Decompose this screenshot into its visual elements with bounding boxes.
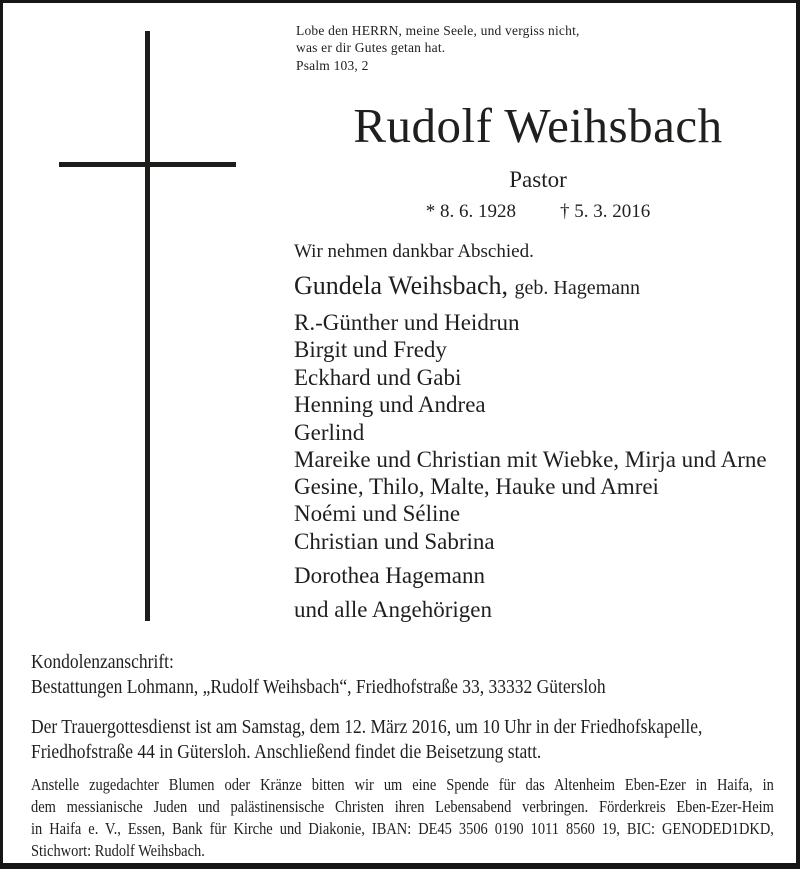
life-dates	[283, 201, 793, 223]
service-line: Der Trauergottesdienst ist am Samstag, dem 12. März 2016, um 10 Uhr in der Friedhofskapelle,	[31, 716, 703, 738]
quote-line: was er dir Gutes getan hat.	[296, 40, 446, 56]
donation-line: dem messianische Juden und palästinensische Christen ihren Lebensabend verbringen. Förderkreis Eben-Ezer-Heim	[31, 796, 774, 816]
spouse-line	[294, 271, 640, 301]
mourners-closing: und alle Angehörigen	[294, 597, 493, 622]
death-date: † 5. 3. 2016	[560, 201, 651, 222]
donation-line: Stichwort: Rudolf Weihsbach.	[31, 840, 205, 860]
cross-vertical-bar	[145, 31, 150, 621]
funeral-service-info	[31, 715, 774, 765]
mourner-line: Eckhard und Gabi	[294, 364, 462, 390]
quote-line: Lobe den HERRN, meine Seele, und vergiss nicht,	[296, 23, 580, 38]
condolence-address: Bestattungen Lohmann, „Rudolf Weihsbach“, Friedhofstraße 33, 33332 Gütersloh	[31, 675, 606, 698]
donation-line: Anstelle zugedachter Blumen oder Kränze bitten wir um eine Spende für das Altenheim Eben-Ezer in Haifa, in	[31, 775, 774, 794]
cross-horizontal-bar	[59, 162, 236, 167]
mourner-line: Noémi und Séline	[294, 501, 461, 527]
mourner-line: Henning und Andrea	[294, 392, 486, 418]
mourner-line: R.-Günther und Heidrun	[294, 310, 520, 335]
condolence-address-block	[31, 650, 774, 700]
farewell-line: Wir nehmen dankbar Abschied.	[294, 241, 534, 262]
mourner-relative: Dorothea Hagemann	[294, 563, 485, 588]
deceased-title: Pastor	[509, 167, 567, 192]
mourner-line: Mareike und Christian mit Wiebke, Mirja und Arne	[294, 447, 767, 472]
service-line: Friedhofstraße 44 in Gütersloh. Anschließend findet die Beisetzung statt.	[31, 740, 542, 763]
mourner-line: Birgit und Fredy	[294, 337, 447, 363]
scripture-quote	[296, 22, 580, 74]
quote-source: Psalm 103, 2	[296, 57, 369, 73]
birth-date: * 8. 6. 1928	[425, 201, 516, 222]
deceased-name: Rudolf Weihsbach	[353, 98, 723, 153]
mourner-line: Christian und Sabrina	[294, 528, 495, 554]
donation-line: in Haifa e. V., Essen, Bank für Kirche und Diakonie, IBAN: DE45 3506 0190 1011 8560 19, BIC: GENODED1DKD,	[31, 818, 774, 838]
mourners-grandchildren-list	[294, 446, 767, 555]
mourner-line: Gerlind	[294, 419, 365, 445]
mourners-children-list	[294, 309, 520, 446]
condolence-label: Kondolenzanschrift:	[31, 651, 174, 673]
spouse-name: Gundela Weihsbach,	[294, 271, 509, 300]
spouse-nee: geb. Hagemann	[514, 277, 641, 299]
mourner-line: Gesine, Thilo, Malte, Hauke und Amrei	[294, 474, 659, 500]
donation-note	[31, 774, 774, 862]
